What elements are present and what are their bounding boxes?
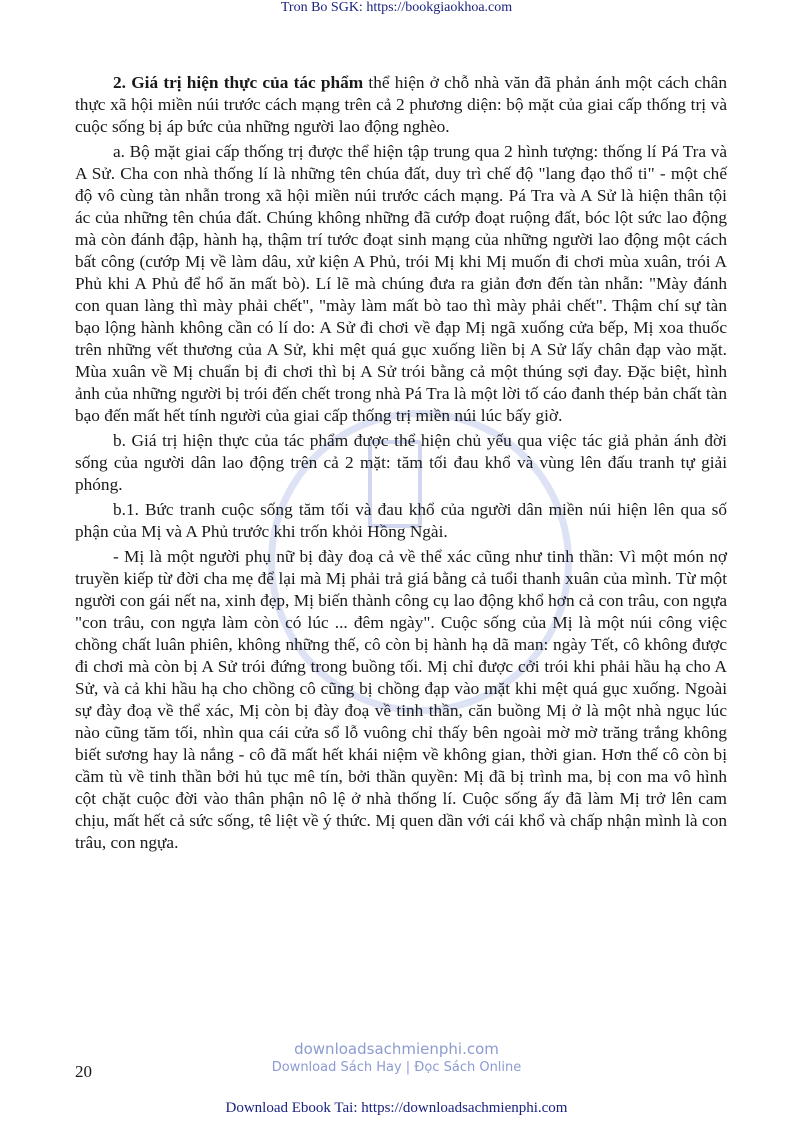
section-heading: 2. Giá trị hiện thực của tác phẩm [113, 73, 364, 92]
watermark-texts [200, 1040, 593, 1076]
paragraph: - Mị là một người phụ nữ bị đày đoạ cả về thể xác cũng như tinh thần: Vì một món nợ truyền kiếp từ đời cha mẹ để lại mà Mị phải trả giá bằng cả tuổi thanh xuân của mình. Từ một người con gái nết na, xinh đẹp, Mị biến thành công cụ lao động khổ hơn cả con trâu, con ngựa "con trâu, con ngựa làm còn có lúc ... đêm ngày". Cuộc sống của Mị là một núi công việc chồng chất luân phiên, không những thế, cô còn bị hành hạ dã man: ngày Tết, cô không được đi chơi mà còn bị A Sử trói đứng trong buồng tối. Mị chỉ được cởi trói khi phải hầu hạ cho A Sử, và cả khi hầu hạ cho chồng cô cũng bị chồng đạp vào mặt khi mệt quá gục xuống. Ngoài sự đày đoạ về thể xác, Mị còn bị đày đoạ về tinh thần, căn buồng Mị ở là một nhà ngục lúc nào cũng tăm tối, nhìn qua cái cửa sổ lỗ vuông chỉ thấy bên ngoài mờ mờ trăng trắng không biết sương hay là nắng - cô đã mất hết khái niệm về không gian, thời gian. Hơn thế cô còn bị cầm tù về tinh thần bởi hủ tục mê tín, bởi thần quyền: Mị đã bị trình ma, bị con ma vô hình cột chặt cuộc đời vào thân phận nô lệ ở nhà thống lí. Cuộc sống ấy đã làm Mị trở lên cam chịu, mất hết cả sức sống, tê liệt về ý thức. Mị quen dần với cái khổ và chấp nhận mình là con trâu, con ngựa. [75, 547, 727, 852]
paragraph [75, 72, 727, 138]
paragraph: a. Bộ mặt giai cấp thống trị được thể hiện tập trung qua 2 hình tượng: thống lí Pá Tra và A Sử. Cha con nhà thống lí là những tên chúa đất, duy trì chế độ "lang đạo thổ ti" - một chế độ vô cùng tàn nhẫn trong xã hội miền núi trước cách mạng. Pá Tra và A Sử là hiện thân tội ác của những tên chúa đất. Chúng không những đã cướp đoạt ruộng đất, bóc lột sức lao động mà còn đánh đập, hành hạ, thậm trí tước đoạt sinh mạng của những người lao động một cách bất công (cướp Mị về làm dâu, xử kiện A Phủ, trói Mị khi Mị muốn đi chơi mùa xuân, trói A Phủ khi A Phủ để hổ ăn mất bò). Lí lẽ mà chúng đưa ra giản đơn đến tàn nhẫn: "Mày đánh con quan làng thì mày phải chết", "mày làm mất bò tao thì mày phải chết". Thậm chí sự tàn bạo lộng hành không cần có lí do: A Sử đi chơi về đạp Mị ngã xuống cửa bếp, Mị xoa thuốc trên những vết thương của A Sử, khi mệt quá gục xuống liền bị A Sử lấy chân đạp vào mặt. Mùa xuân về Mị chuẩn bị đi chơi thì bị A Sử trói bằng cả một thúng sợi đay. Đặc biệt, hình ảnh của những người bị trói đến chết trong nhà Pá Tra là một lời tố cáo đanh thép bản chất tàn bạo đến mất hết tính người của giai cấp thống trị miền núi lúc bấy giờ. [75, 142, 727, 425]
header-link[interactable]: Tron Bo SGK: https://bookgiaokhoa.com [280, 0, 513, 15]
watermark-subtext: Download Sách Hay | Đọc Sách Online [271, 1060, 522, 1075]
paragraph: b. Giá trị hiện thực của tác phẩm được thể hiện chủ yếu qua việc tác giả phản ánh đời sống của người dân lao động trên cả 2 mặt: tăm tối đau khổ và vùng lên đấu tranh tự giải phóng. [75, 431, 727, 494]
page-number: 20 [75, 1062, 92, 1081]
document-body [75, 72, 727, 857]
watermark-text: downloadsachmienphi.com [294, 1040, 499, 1058]
footer-link[interactable]: Download Ebook Tai: https://downloadsachmienphi.com [225, 1100, 568, 1116]
paragraph: b.1. Bức tranh cuộc sống tăm tối và đau khổ của người dân miền núi hiện lên qua số phận của Mị và A Phủ trước khi trốn khỏi Hồng Ngài. [75, 500, 727, 541]
paragraph-text: thể hiện ở chỗ nhà văn đã phản ánh một cách chân thực xã hội miền núi trước cách mạng trên cả 2 phương diện: bộ mặt của giai cấp thống trị và cuộc sống bị áp bức của những người lao động nghèo. [75, 73, 727, 136]
